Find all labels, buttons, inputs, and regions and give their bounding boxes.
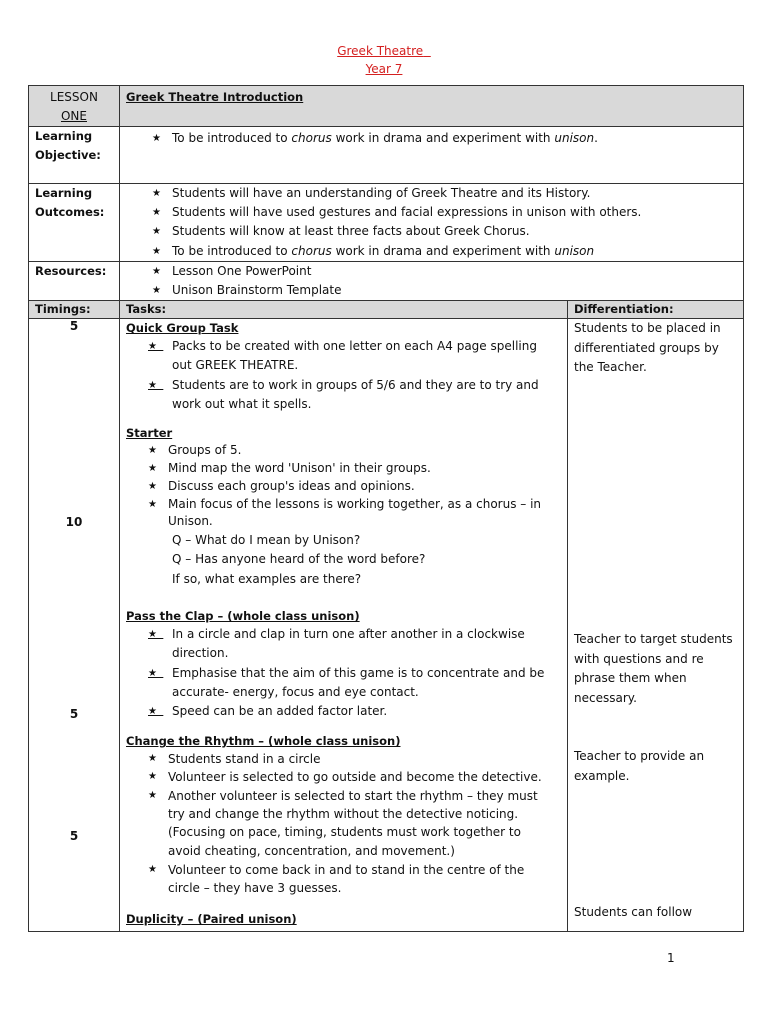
- star-bullet-icon: ★: [148, 667, 164, 679]
- starter-question: If so, what examples are there?: [172, 571, 362, 586]
- objective-list: [126, 127, 737, 148]
- clap-title: Pass the Clap – (whole class unison): [126, 609, 360, 624]
- bullet-item: ★ Students stand in a circle: [148, 750, 556, 768]
- bullet-item: ★ Students will know at least three facts about Greek Chorus.: [152, 222, 737, 241]
- outcomes-row: [29, 184, 744, 262]
- bullet-item: ★ Students will have used gestures and facial expressions in unison with others.: [152, 203, 737, 222]
- timing-value: 10: [65, 515, 83, 530]
- objective-label-1: Learning: [35, 129, 93, 143]
- timing-value: 5: [69, 707, 79, 722]
- outcomes-list: [126, 184, 737, 261]
- doc-title-text: Greek Theatre: [337, 44, 424, 58]
- starter-question: Q – What do I mean by Unison?: [172, 533, 361, 548]
- duplicity-title: Duplicity – (Paired unison): [126, 912, 297, 927]
- starter-section: [126, 424, 556, 589]
- rhythm-title: Change the Rhythm – (whole class unison): [126, 734, 401, 749]
- star-bullet-icon: ★: [152, 207, 161, 219]
- star-bullet-icon: ★: [152, 133, 161, 144]
- doc-title: [0, 44, 768, 58]
- bullet-item: ★ Another volunteer is selected to start the rhythm – they must try and change the rhythm without the detective noticing. (Focusing on pace, timing, students must work together to avoid cheating, concentration, and movement.): [148, 787, 556, 861]
- clap-section: [126, 607, 556, 721]
- differentiation-note: Teacher to target students with questions and re phrase them when necessary.: [574, 632, 733, 705]
- rhythm-note: (Focusing on pace, timing, students must work together to avoid cheating, concentration, and movement.): [168, 825, 521, 859]
- lesson-label-2: ONE: [60, 109, 87, 123]
- objective-content: [120, 127, 744, 184]
- bullet-item: ★ Students are to work in groups of 5/6 and they are to try and work out what it spells.: [148, 377, 539, 411]
- star-bullet-icon: ★: [148, 498, 157, 510]
- resources-content: [120, 261, 744, 300]
- differentiation-note: Teacher to provide an example.: [574, 749, 705, 783]
- bullet-item: ★ Groups of 5.: [148, 442, 556, 460]
- star-bullet-icon: ★: [148, 771, 157, 783]
- bullet-item: ★ Main focus of the lessons is working together, as a chorus – in Unison.: [148, 496, 542, 529]
- rhythm-list: [126, 750, 556, 897]
- quick-task-title: Quick Group Task: [126, 321, 239, 336]
- star-bullet-icon: ★: [148, 629, 164, 641]
- star-bullet-icon: ★: [148, 463, 157, 475]
- resources-list: [126, 262, 737, 300]
- objective-label-2: Objective:: [35, 148, 101, 162]
- star-bullet-icon: ★: [152, 285, 161, 297]
- lesson-plan-table: [28, 85, 744, 932]
- star-bullet-icon: ★: [148, 864, 157, 876]
- star-bullet-icon: ★: [148, 341, 164, 353]
- star-bullet-icon: ★: [152, 265, 161, 277]
- star-bullet-icon: ★: [148, 379, 164, 391]
- tasks-header: Tasks:: [120, 301, 568, 319]
- outcomes-label-2: Outcomes:: [35, 205, 105, 219]
- star-bullet-icon: ★: [148, 789, 157, 801]
- duplicity-section: [126, 910, 556, 928]
- rhythm-section: [126, 732, 556, 897]
- star-bullet-icon: ★: [148, 445, 157, 457]
- differentiation-column: [568, 319, 743, 931]
- tasks-cell: [120, 319, 568, 932]
- bullet-item: ★ Packs to be created with one letter on each A4 page spelling out GREEK THEATRE.: [148, 339, 537, 373]
- resources-row: [29, 261, 744, 300]
- tasks-column: [120, 319, 567, 931]
- starter-title: Starter: [126, 426, 173, 441]
- bullet-item: ★ Volunteer to come back in and to stand in the centre of the circle – they have 3 guesses.: [148, 863, 525, 896]
- page-number: 1: [667, 951, 675, 965]
- bullet-item: ★ Speed can be an added factor later.: [148, 702, 556, 721]
- bullet-item: ★ To be introduced to chorus work in drama and experiment with unison.: [152, 129, 737, 148]
- bullet-item: ★ Volunteer is selected to go outside and become the detective.: [148, 768, 556, 786]
- timing-value: 5: [69, 829, 79, 844]
- star-bullet-icon: ★: [148, 480, 157, 492]
- bullet-item: ★ Discuss each group's ideas and opinions.: [148, 478, 556, 496]
- bullet-item: ★ To be introduced to chorus work in drama and experiment with unison: [152, 242, 737, 261]
- bullet-item: ★ Lesson One PowerPoint: [152, 262, 737, 281]
- differentiation-note: Students to be placed in differentiated groups by the Teacher.: [574, 321, 721, 375]
- doc-year-text: Year 7: [365, 62, 403, 76]
- star-bullet-icon: ★: [152, 188, 161, 199]
- outcomes-label-1: Learning: [35, 186, 93, 200]
- lesson-label-cell: [29, 86, 120, 127]
- outcomes-content: [120, 184, 744, 262]
- starter-question: Q – Has anyone heard of the word before?: [172, 552, 426, 567]
- lesson-row: [29, 86, 744, 127]
- lesson-title: Greek Theatre Introduction: [120, 86, 744, 127]
- bullet-item: ★ Unison Brainstorm Template: [152, 281, 737, 300]
- resources-label: Resources:: [29, 261, 120, 300]
- starter-list: [126, 442, 556, 531]
- clap-list: [126, 625, 556, 721]
- timings-cell: [29, 319, 120, 932]
- bullet-item: ★ Emphasise that the aim of this game is to concentrate and be accurate- energy, focus and eye contact.: [148, 665, 545, 699]
- differentiation-header: Differentiation:: [568, 301, 744, 319]
- objective-label: [29, 127, 120, 184]
- bullet-item: ★ Mind map the word 'Unison' in their groups.: [148, 460, 556, 478]
- timings-header: Timings:: [29, 301, 120, 319]
- bullet-item: ★ Students will have an understanding of Greek Theatre and its History.: [152, 184, 737, 203]
- doc-year: [0, 62, 768, 76]
- differentiation-cell: [568, 319, 744, 932]
- starter-questions: [126, 531, 556, 589]
- column-header-row: [29, 301, 744, 319]
- tasks-row: [29, 319, 744, 932]
- outcomes-label: [29, 184, 120, 262]
- bullet-item: ★ In a circle and clap in turn one after another in a clockwise direction.: [148, 627, 525, 661]
- timing-value: 5: [69, 319, 79, 334]
- star-bullet-icon: ★: [152, 245, 161, 257]
- timings-column: [29, 319, 119, 931]
- quick-task-section: [126, 319, 556, 414]
- lesson-label-1: LESSON: [50, 90, 98, 104]
- objective-row: [29, 127, 744, 184]
- star-bullet-icon: ★: [152, 226, 161, 238]
- star-bullet-icon: ★: [148, 706, 164, 718]
- differentiation-note: Students can follow: [574, 905, 693, 920]
- star-bullet-icon: ★: [148, 753, 157, 765]
- quick-task-list: [126, 337, 556, 414]
